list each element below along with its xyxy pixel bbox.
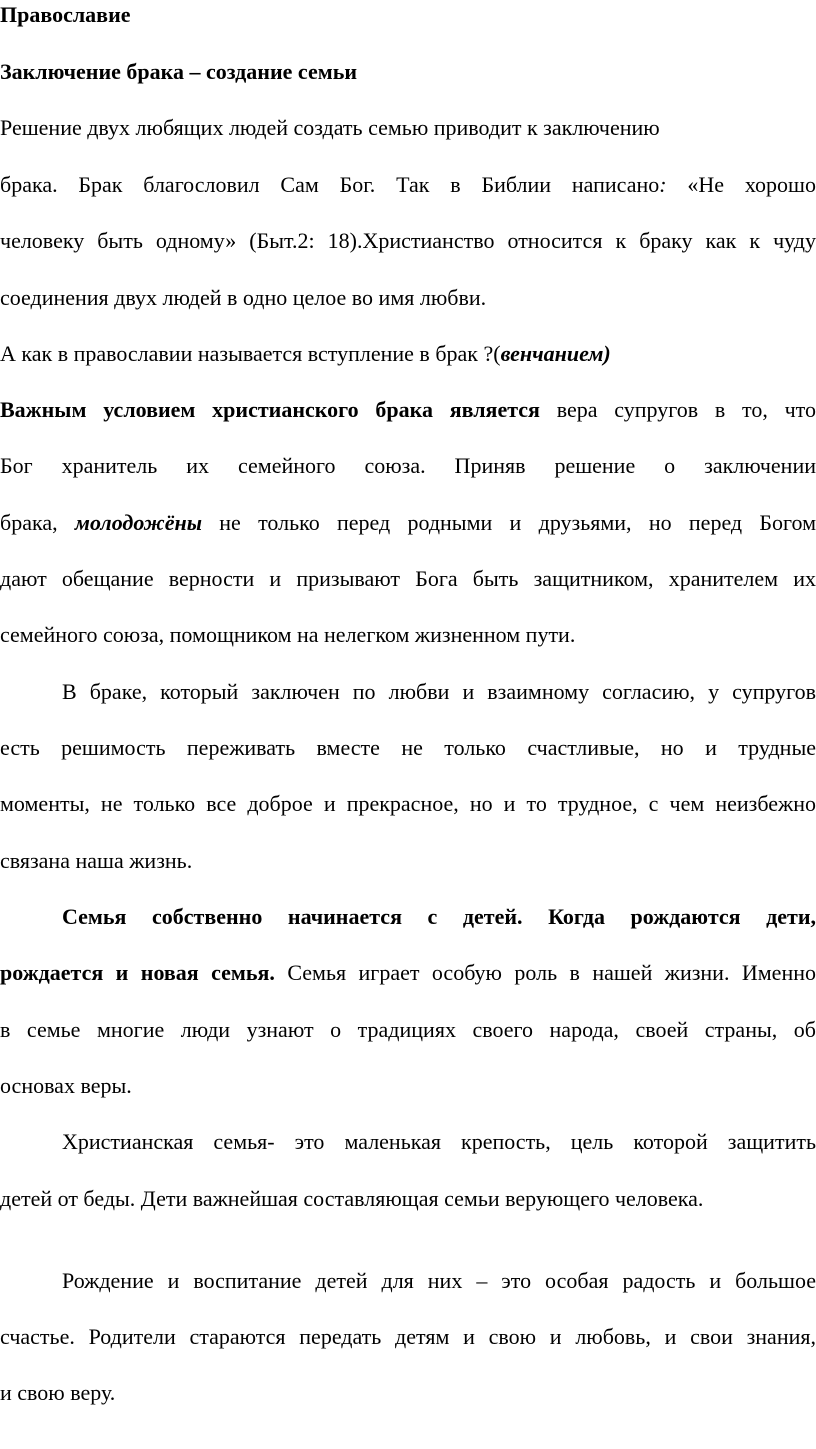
paragraph-5-line-2: детей от беды. Дети важнейшая составляющая семьи верующего человека. xyxy=(0,1186,704,1211)
paragraph-1-line-3: человеку быть одному» (Быт.2: 18).Христианство относится к браку как к чуду xyxy=(0,228,816,253)
question-text: А как в православии называется вступление в брак ?( xyxy=(0,341,501,366)
text-run-bold-italic: молодожёны xyxy=(74,510,202,535)
text-run: не только перед родными и друзьями, но перед Богом xyxy=(201,510,816,535)
paragraph-6-line-1: Рождение и воспитание детей для них – это особая радость и большое xyxy=(62,1268,816,1293)
paragraph-3-line-2: есть решимость переживать вместе не только счастливые, но и трудные xyxy=(0,735,816,760)
paragraph-3-line-4: связана наша жизнь. xyxy=(0,848,193,873)
text-run: вера супругов в то, что xyxy=(539,397,816,422)
paragraph-1-line-2 xyxy=(0,170,816,200)
question-answer: венчанием) xyxy=(500,341,611,366)
text-run: «Не хорошо xyxy=(666,172,816,197)
question-line xyxy=(0,339,816,369)
paragraph-6-line-3: и свою веру. xyxy=(0,1380,116,1405)
paragraph-1-line-1: Решение двух любящих людей создать семью приводит к заключению xyxy=(0,115,660,140)
doc-subheading: Заключение брака – создание семьи xyxy=(0,59,358,84)
text-run-bold: Важным условием христианского брака является xyxy=(0,397,540,422)
paragraph-1-line-4: соединения двух людей в одно целое во имя любви. xyxy=(0,285,487,310)
paragraph-2-line-3 xyxy=(0,508,816,538)
doc-heading: Православие xyxy=(0,2,131,27)
paragraph-6-line-2: счастье. Родители стараются передать детям и свою и любовь, и свои знания, xyxy=(0,1324,816,1349)
text-run: брака, xyxy=(0,510,75,535)
paragraph-4-line-1: Семья собственно начинается с детей. Когда рождаются дети, xyxy=(62,904,816,929)
text-run-bold: рождается и новая семья. xyxy=(0,960,275,985)
paragraph-5-line-1: Христианская семья- это маленькая крепость, цель которой защитить xyxy=(62,1129,816,1154)
text-run-italic: : xyxy=(659,172,667,197)
paragraph-3-line-3: моменты, не только все доброе и прекрасное, но и то трудное, с чем неизбежно xyxy=(0,791,816,816)
paragraph-4-line-2 xyxy=(0,958,816,988)
paragraph-2-line-4: дают обещание верности и призывают Бога быть защитником, хранителем их xyxy=(0,566,816,591)
paragraph-4-line-4: основах веры. xyxy=(0,1073,132,1098)
text-run: брака. Брак благословил Сам Бог. Так в Библии написано xyxy=(0,172,660,197)
paragraph-3-line-1: В браке, который заключен по любви и взаимному согласию, у супругов xyxy=(62,679,816,704)
paragraph-2-line-1 xyxy=(0,395,816,425)
paragraph-4-line-3: в семье многие люди узнают о традициях своего народа, своей страны, об xyxy=(0,1017,816,1042)
text-run: Семья играет особую роль в нашей жизни. Именно xyxy=(274,960,816,985)
paragraph-2-line-5: семейного союза, помощником на нелегком жизненном пути. xyxy=(0,622,576,647)
paragraph-2-line-2: Бог хранитель их семейного союза. Приняв решение о заключении xyxy=(0,453,816,478)
